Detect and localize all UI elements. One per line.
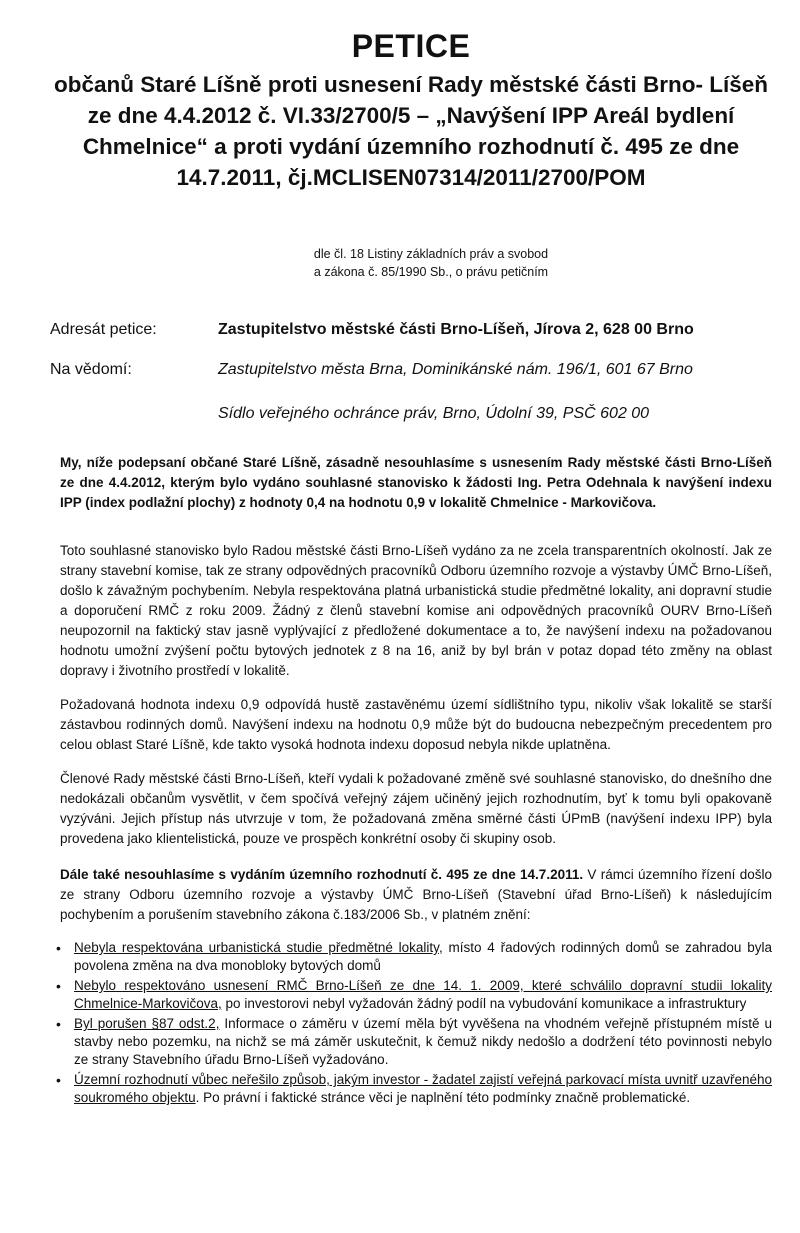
body-paragraph-2: Požadovaná hodnota indexu 0,9 odpovídá hustě zastavěnému území sídlištního typu, nikoliv však lokalitě se starší zástavbou rodinných domů. Navýšení indexu na hodnotu 0,9 může být do budoucna nebezpečným precedentem pro celou oblast Staré Líšně, kde takto vysoká hodnota indexu doposud nebyla nikde uplatněna.	[60, 697, 772, 752]
list-item	[50, 1015, 772, 1069]
legal-basis	[90, 245, 772, 281]
notice-label: Na vědomí:	[50, 361, 132, 378]
decision-rest: V rámci územního řízení došlo ze strany Odboru územního rozvoje a výstavby ÚMČ Brno-Líšeň (Stavební úřad Brno-Líšeň) k následujícím pochybením a porušením stavebního zákona č.183/2006 Sb., v platném znění:	[60, 867, 772, 922]
list-item	[50, 1071, 772, 1107]
notice-value-1: Zastupitelstvo města Brna, Dominikánské nám. 196/1, 601 67 Brno	[218, 361, 693, 378]
body-paragraph-3: Členové Rady městské části Brno-Líšeň, kteří vydali k požadované změně své souhlasné stanovisko, do dnešního dne nedokázali občanům vysvětlit, v čem spočívá veřejný zájem učiněný jejich rozhodnutím, byť k tomu byli opakovaně vyzýváni. Jejich přístup nás utvrzuje v tom, že požadovaná změna směrné části ÚPmB (navýšení indexu IPP) byla provedena jako klientelistická, pouze ve prospěch konkrétní osoby či skupiny osob.	[60, 771, 772, 846]
list-item	[50, 939, 772, 975]
list-item-underlined: Nebyla respektována urbanistická studie předmětné lokality	[74, 940, 439, 955]
document-title: PETICE	[351, 28, 471, 64]
decision-bold: Dále také nesouhlasíme s vydáním územního rozhodnutí č. 495 ze dne 14.7.2011.	[60, 867, 584, 882]
list-item-text: . Po právní i faktické stránce věci je naplnění této podmínky značně problematické.	[195, 1090, 691, 1105]
intro-paragraph: My, níže podepsaní občané Staré Líšně, zásadně nesouhlasíme s usnesením Rady městské části Brno-Líšeň ze dne 4.4.2012, kterým bylo vydáno souhlasné stanovisko k žádosti Ing. Petra Odehnala k navýšení indexu IPP (index podlažní plochy) z hodnoty 0,4 na hodnotu 0,9 v lokalitě Chmelnice - Markovičova.	[60, 455, 772, 510]
list-item-underlined: Územní rozhodnutí vůbec neřešilo způsob, jakým investor - žadatel zajistí veřejná parkovací místa uvnitř uzavřeného soukromého objektu	[74, 1072, 772, 1105]
notice-value-2: Sídlo veřejného ochránce práv, Brno, Údolní 39, PSČ 602 00	[218, 405, 650, 422]
list-item-text: po investorovi nebyl vyžadován žádný podíl na vybudování komunikace a infrastruktury	[221, 996, 747, 1011]
addressee-value: Zastupitelstvo městské části Brno-Líšeň, Jírova 2, 628 00 Brno	[218, 321, 694, 338]
list-item-underlined: Byl porušen §87 odst.2,	[74, 1016, 220, 1031]
violations-list	[50, 939, 772, 1107]
legal-line-2: a zákona č. 85/1990 Sb., o právu petičním	[313, 265, 549, 279]
document-subtitle: občanů Staré Líšně proti usnesení Rady městské části Brno- Líšeň ze dne 4.4.2012 č. VI.33/2700/5 – „Navýšení IPP Areál bydlení Chmelnice“ a proti vydání územního rozhodnutí č. 495 ze dne 14.7.2011, čj.MCLISEN07314/2011/2700/POM	[54, 72, 768, 190]
decision-paragraph	[60, 865, 772, 925]
list-item-text: , místo 4 řadových rodinných domů se zahradou byla povolena změna na dva monobloky bytových domů	[74, 940, 772, 973]
notice-row	[50, 361, 772, 379]
bullet-icon: •	[56, 978, 61, 994]
bullet-icon: •	[56, 1072, 61, 1088]
addressee-label: Adresát petice:	[50, 321, 157, 338]
list-item-text: Informace o záměru v území měla být vyvěšena na vhodném veřejně přístupném místě u stavby nebo pozemku, na nichž se má záměr uskutečnit, k čemuž nikdy nedošlo a dodržení této povinnosti nebylo ze strany Stavebního úřadu Brno-Líšeň vyžadováno.	[74, 1016, 773, 1067]
addressee-row	[50, 321, 772, 339]
list-item	[50, 977, 772, 1013]
legal-line-1: dle čl. 18 Listiny základních práv a svobod	[313, 247, 549, 261]
address-block	[50, 321, 772, 423]
body-paragraph-1: Toto souhlasné stanovisko bylo Radou městské části Brno-Líšeň vydáno za ne zcela transparentních okolností. Jak ze strany stavební komise, tak ze strany odpovědných pracovníků Odboru územního rozvoje a výstavby ÚMČ Brno-Líšeň, došlo k závažným pochybením. Nebyla respektována platná urbanistická studie předmětné lokality, ani dopravní studie a doporučení RMČ z roku 2009. Žádný z členů stavební komise ani odpovědných pracovníků OURV Brno-Líšeň neupozornil na faktický stav jasně vyplývající z předložené dokumentace a to, že navýšení indexu na požadovanou hodnotu umožní zvýšení počtu bytových jednotek z 8 na 16, aniž by byl brán v potaz dopad této změny na oblast dopravy i životního prostředí v lokalitě.	[60, 543, 772, 678]
list-item-underlined: Nebylo respektováno usnesení RMČ Brno-Líšeň ze dne 14. 1. 2009, které schválilo dopravní studii lokality Chmelnice-Markovičova,	[74, 978, 772, 1011]
bullet-icon: •	[56, 940, 61, 956]
bullet-icon: •	[56, 1016, 61, 1032]
